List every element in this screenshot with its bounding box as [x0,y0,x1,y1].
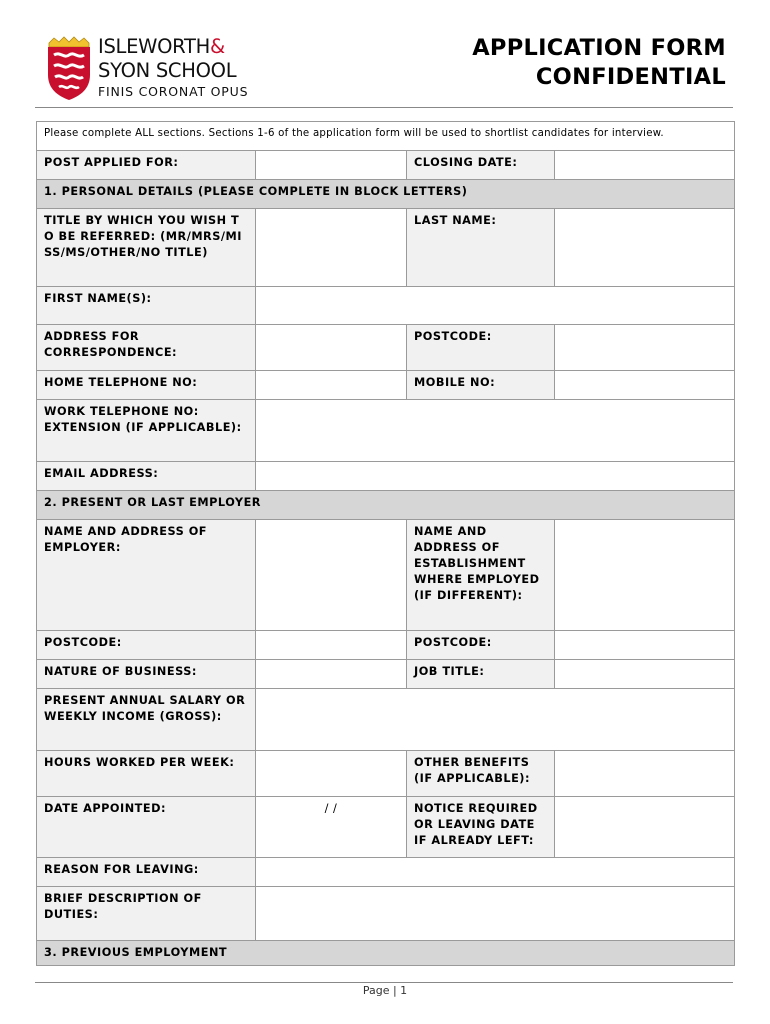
school-name-line1: ISLEWORTH& [98,35,225,58]
ampersand: & [209,35,225,58]
post-applied-input[interactable] [256,151,407,180]
home-telephone-input[interactable] [256,371,407,400]
email-label: EMAIL ADDRESS: [37,462,256,491]
home-telephone-label: HOME TELEPHONE NO: [37,371,256,400]
section-1-heading: 1. PERSONAL DETAILS (PLEASE COMPLETE IN BLOCK LETTERS) [37,180,735,209]
school-name-line2: SYON SCHOOL [98,59,237,82]
employer-name-label: NAME AND ADDRESS OF EMPLOYER: [37,520,256,631]
notice-label: NOTICE REQUIRED OR LEAVING DATE IF ALREADY LEFT: [407,797,555,858]
application-form-table [36,121,735,966]
school-crest-icon [46,35,92,101]
postcode-label: POSTCODE: [407,325,555,371]
reason-leaving-input[interactable] [256,858,735,887]
school-motto: FINIS CORONAT OPUS [98,84,249,99]
page-number: Page | 1 [362,984,408,997]
nature-of-business-label: NATURE OF BUSINESS: [37,660,256,689]
notice-input[interactable] [555,797,735,858]
salary-label: PRESENT ANNUAL SALARY OR WEEKLY INCOME (GROSS): [37,689,256,751]
school-name [98,35,248,99]
mobile-input[interactable] [555,371,735,400]
address-label: ADDRESS FOR CORRESPONDENCE: [37,325,256,371]
establishment-input[interactable] [555,520,735,631]
title-line1: APPLICATION FORM [472,35,726,61]
document-title [472,34,726,92]
postcode-input[interactable] [555,325,735,371]
hours-label: HOURS WORKED PER WEEK: [37,751,256,797]
duties-input[interactable] [256,887,735,941]
job-title-label: JOB TITLE: [407,660,555,689]
footer-divider [35,982,733,983]
mobile-label: MOBILE NO: [407,371,555,400]
establishment-postcode-label: POSTCODE: [407,631,555,660]
employer-postcode-input[interactable] [256,631,407,660]
establishment-label: NAME AND ADDRESS OF ESTABLISHMENT WHERE EMPLOYED (IF DIFFERENT): [407,520,555,631]
intro-text: Please complete ALL sections. Sections 1-6 of the application form will be used to shortlist candidates for interview. [37,122,735,151]
header-divider [35,107,733,108]
reason-leaving-label: REASON FOR LEAVING: [37,858,256,887]
work-telephone-input[interactable] [256,400,735,462]
date-appointed-input[interactable]: / / [256,797,407,858]
closing-date-input[interactable] [555,151,735,180]
title-label: TITLE BY WHICH YOU WISH TO BE REFERRED: (MR/MRS/MISS/MS/OTHER/NO TITLE) [37,209,256,287]
title-line2: CONFIDENTIAL [535,64,726,90]
date-appointed-label: DATE APPOINTED: [37,797,256,858]
salary-input[interactable] [256,689,735,751]
hours-input[interactable] [256,751,407,797]
work-telephone-label: WORK TELEPHONE NO: EXTENSION (IF APPLICABLE): [37,400,256,462]
first-names-label: FIRST NAME(S): [37,287,256,325]
last-name-label: LAST NAME: [407,209,555,287]
section-2-heading: 2. PRESENT OR LAST EMPLOYER [37,491,735,520]
email-input[interactable] [256,462,735,491]
job-title-input[interactable] [555,660,735,689]
duties-label: BRIEF DESCRIPTION OF DUTIES: [37,887,256,941]
benefits-label: OTHER BENEFITS (IF APPLICABLE): [407,751,555,797]
section-3-heading: 3. PREVIOUS EMPLOYMENT [37,941,735,966]
establishment-postcode-input[interactable] [555,631,735,660]
benefits-input[interactable] [555,751,735,797]
post-applied-label: POST APPLIED FOR: [37,151,256,180]
first-names-input[interactable] [256,287,735,325]
last-name-input[interactable] [555,209,735,287]
title-input[interactable] [256,209,407,287]
address-input[interactable] [256,325,407,371]
school-logo [46,35,276,103]
closing-date-label: CLOSING DATE: [407,151,555,180]
employer-postcode-label: POSTCODE: [37,631,256,660]
nature-of-business-input[interactable] [256,660,407,689]
employer-name-input[interactable] [256,520,407,631]
